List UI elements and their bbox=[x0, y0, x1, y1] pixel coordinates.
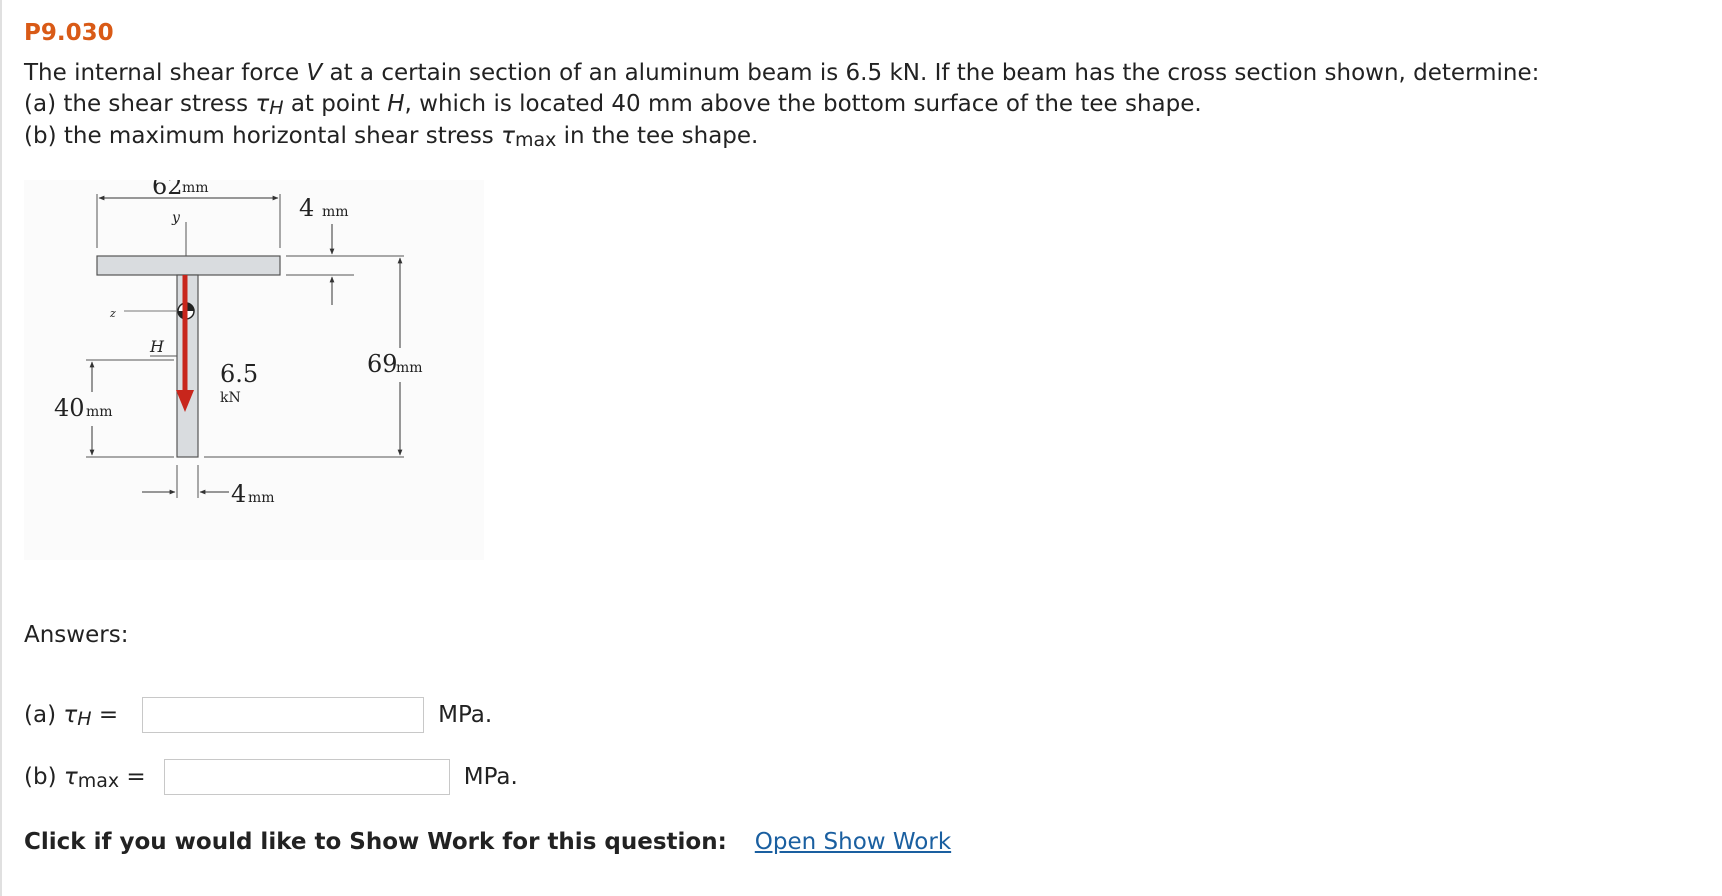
answer-b-label: (b) $\tau_{max}$ = bbox=[24, 764, 146, 792]
answer-row-a bbox=[24, 697, 492, 733]
problem-statement bbox=[24, 58, 1539, 153]
height-dimension-unit: mm bbox=[396, 360, 423, 376]
flange-dimension-value: 4 bbox=[299, 194, 315, 222]
answer-b-unit: MPa. bbox=[463, 764, 518, 790]
answer-row-b bbox=[24, 759, 518, 795]
web-dimension-value: 4 bbox=[231, 480, 247, 508]
z-axis-label: z bbox=[110, 307, 116, 320]
tee-cross-section-figure bbox=[24, 180, 484, 560]
flange-dimension-unit: mm bbox=[322, 204, 349, 220]
show-work-row bbox=[24, 829, 951, 855]
tee-flange bbox=[97, 256, 280, 275]
web-dimension-unit: mm bbox=[248, 490, 275, 506]
answer-b-input[interactable] bbox=[164, 759, 450, 795]
h-dimension-value: 40 bbox=[54, 394, 85, 422]
width-dimension-value: 62 bbox=[152, 180, 183, 200]
answer-a-unit: MPa. bbox=[438, 702, 493, 728]
point-h-label: H bbox=[150, 337, 164, 356]
force-value: 6.5 bbox=[220, 360, 259, 388]
height-dimension-value: 69 bbox=[367, 350, 398, 378]
statement-line-2: (a) the shear stress $\tau_H$ at point H, which is located 40 mm above the bottom surface of the tee shape. bbox=[24, 91, 1202, 119]
h-dimension-unit: mm bbox=[86, 404, 113, 420]
answer-a-input[interactable] bbox=[142, 697, 424, 733]
force-unit: kN bbox=[220, 390, 241, 406]
tee-diagram bbox=[24, 180, 484, 560]
answers-heading: Answers: bbox=[24, 622, 129, 648]
width-dimension-unit: mm bbox=[182, 180, 209, 196]
open-show-work-link[interactable]: Open Show Work bbox=[754, 829, 952, 855]
left-border bbox=[0, 0, 2, 896]
statement-line-1: The internal shear force V at a certain section of an aluminum beam is 6.5 kN. If the beam has the cross section shown, determine: bbox=[24, 60, 1540, 86]
statement-line-3: (b) the maximum horizontal shear stress $\tau_{max}$ in the tee shape. bbox=[24, 123, 759, 151]
show-work-prompt: Click if you would like to Show Work for this question: bbox=[24, 829, 727, 855]
question-id: P9.030 bbox=[24, 20, 114, 46]
y-axis-label: y bbox=[172, 210, 180, 226]
answer-a-label: (a) $\tau_H$ = bbox=[24, 702, 119, 730]
